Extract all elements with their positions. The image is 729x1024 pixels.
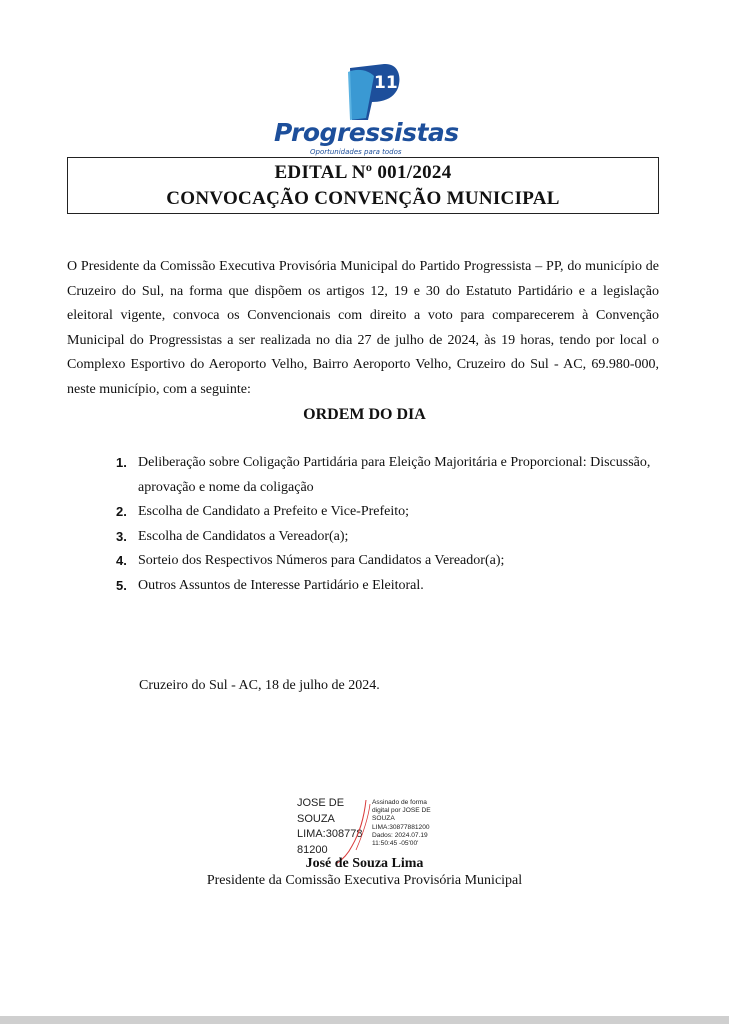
signature-name-line: 81200 — [297, 843, 328, 856]
agenda-item — [112, 574, 672, 599]
agenda-item — [112, 500, 672, 525]
agenda-list — [112, 451, 672, 598]
agenda-item — [112, 549, 672, 574]
agenda-item — [112, 451, 672, 500]
party-logo — [270, 62, 460, 162]
signature-detail-line: 11:50:45 -05'00' — [372, 840, 419, 848]
signature-detail-line: Assinado de forma — [372, 799, 427, 806]
signer-role: Presidente da Comissão Executiva Provisória Municipal — [206, 873, 523, 888]
logo-number: 11 — [374, 73, 398, 93]
signature-name-line: SOUZA — [297, 812, 335, 825]
agenda-item-number: 4. — [116, 553, 127, 568]
logo-wordmark: Progressistas — [274, 118, 459, 147]
signature-name-line: JOSE DE — [297, 797, 345, 809]
intro-paragraph: O Presidente da Comissão Executiva Provisória Municipal do Partido Progressista – PP, do município de Cruzeiro do Sul, na forma que dispõem os artigos 12, 19 e 30 do Estatuto Partidário e a legislação eleitoral vigente, convoca os Convencionais com direito a voto para comparecerem à Convenção Municipal do Progressistas a ser realizada no dia 27 de julho de 2024, às 19 horas, tendo por local o Complexo Esportivo do Aeroporto Velho, Bairro Aeroporto Velho, Cruzeiro do Sul - AC, 69.980-000, neste município, com a seguinte: — [67, 259, 659, 397]
signature-name-line: LIMA:308778 — [297, 828, 363, 840]
place-date: Cruzeiro do Sul - AC, 18 de julho de 2024. — [139, 678, 380, 693]
agenda-item-number: 5. — [116, 577, 127, 593]
digital-signature-details — [372, 799, 444, 848]
signature-detail-line: LIMA:30877881200 — [372, 823, 430, 831]
edital-subtitle: CONVOCAÇÃO CONVENÇÃO MUNICIPAL — [166, 188, 560, 209]
signature-detail-line: SOUZA — [372, 815, 395, 823]
agenda-item — [112, 525, 672, 550]
logo-tagline: Oportunidades para todos — [310, 148, 402, 156]
agenda-item-text: Sorteio dos Respectivos Números para Candidatos a Vereador(a); — [138, 553, 505, 568]
agenda-title: ORDEM DO DIA — [303, 406, 426, 423]
signature-detail-line: Dados: 2024.07.19 — [372, 831, 428, 839]
agenda-item-number: 3. — [116, 528, 127, 544]
agenda-item-number: 1. — [116, 455, 127, 470]
signer-name: José de Souza Lima — [305, 856, 424, 871]
agenda-item-text: Outros Assuntos de Interesse Partidário e Eleitoral. — [138, 577, 424, 593]
edital-title: EDITAL Nº 001/2024 — [274, 162, 452, 183]
agenda-item-text: Escolha de Candidatos a Vereador(a); — [138, 528, 349, 544]
title-box — [67, 157, 659, 214]
agenda-item-text: Deliberação sobre Coligação Partidária para Eleição Majoritária e Proporcional: Discussão, aprovação e nome da coligação — [138, 455, 651, 495]
signature-detail-line: digital por JOSE DE — [372, 807, 431, 815]
page-bottom-edge — [0, 1016, 729, 1024]
agenda-item-number: 2. — [116, 504, 127, 519]
agenda-item-text: Escolha de Candidato a Prefeito e Vice-Prefeito; — [138, 504, 410, 519]
party-p-icon — [344, 62, 404, 122]
